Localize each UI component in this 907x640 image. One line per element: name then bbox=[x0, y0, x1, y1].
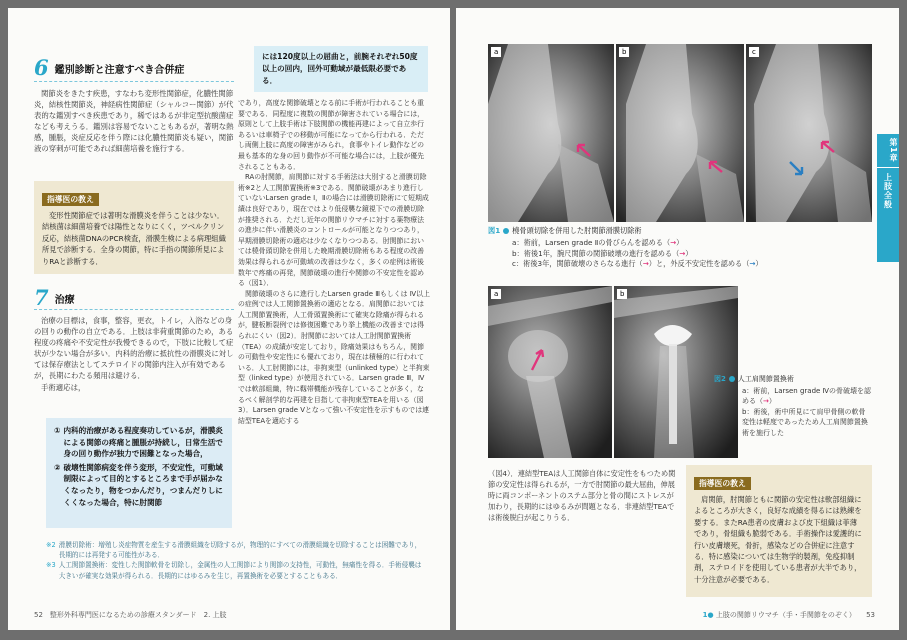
middle-column bbox=[238, 98, 430, 426]
figure-1c-xray bbox=[746, 44, 872, 222]
left-page bbox=[8, 8, 450, 630]
left-footer: 52 整形外科専門医になるための診療スタンダード 2. 上肢 bbox=[34, 611, 227, 619]
section-6-title: 鑑別診断と注意すべき合併症 bbox=[54, 65, 185, 76]
tip-box-1-title: 指導医の教え bbox=[42, 193, 99, 206]
indication-text: 内科的治療がある程度奏功しているが，滑膜炎による関節の疼痛と腫脹が持続し，日常生活で身の回り動作が独力で困難となった場合， bbox=[63, 426, 223, 459]
section-7-rule bbox=[34, 309, 234, 310]
elbow-xray-image bbox=[488, 44, 614, 222]
figure-2-number: 図2 bbox=[714, 375, 726, 383]
blue-arrow-icon: → bbox=[749, 259, 756, 269]
figure-2-title: 人工肩関節置換術 bbox=[737, 375, 794, 383]
mid-highlight-box: には120度以上の屈曲と，前腕それぞれ50度以上の回内，回外可動域が最低限必要である． bbox=[254, 46, 428, 92]
figure-2-line-b: b：術後，術中所見にて肩甲骨側の軟骨変性は軽度であったため人工肩関節置換術を施行した bbox=[742, 407, 868, 437]
footnote-text: 人工関節置換術：変性した関節軟骨を切除し，金属性の人工関節により関節の支持性，可動性，無痛性を得る．手術侵襲は大きいが確実な効果が得られる．長期的にはゆるみを生じ，再置換術を必要とすることもある． bbox=[58, 561, 422, 580]
right-body bbox=[488, 468, 676, 523]
tip-box-1-body: 変形性関節症では著明な滑膜炎を伴うことは少ない．結核菌は細菌培養では陽性となりにくく，ツベルクリン反応，結核菌DNAのPCR検査，滑膜生検による病理組織所見で診断する．全身の関節，特に手指の関節所見によりRAと診断する． bbox=[42, 211, 226, 266]
footer-chapter-mark: 1● bbox=[702, 611, 714, 619]
bullet-dot-icon bbox=[729, 376, 735, 382]
figure-1-line-c: c：術後3年，関節破壊のさらなる進行（→）と，外反不安定性を認める（→） bbox=[512, 259, 763, 269]
right-page bbox=[456, 8, 899, 630]
pink-arrow-icon: → bbox=[763, 397, 769, 406]
figure-2-caption bbox=[714, 374, 872, 439]
pink-arrow-icon: → bbox=[679, 248, 686, 258]
footnote-2 bbox=[46, 540, 426, 560]
pink-arrow-icon: → bbox=[642, 259, 649, 269]
elbow-xray-image bbox=[616, 44, 744, 222]
indication-text: 破壊性関節病変を伴う変形，不安定性，可動域制限によって目的とするところまで手が届かなくなったり，物をつかんだり，つまんだりしにくくなった場合，特に肘関節 bbox=[63, 462, 223, 507]
footer-title: 上肢の関節リウマチ（手・手関節をのぞく） bbox=[715, 611, 856, 619]
figure-2-line-a: a：術前，Larsen grade Ⅳの骨破壊を認める（→） bbox=[742, 386, 872, 406]
tip-box-2 bbox=[686, 465, 872, 597]
section-7-title: 治療 bbox=[54, 295, 75, 306]
indication-item-2 bbox=[54, 462, 224, 508]
section-7-heading bbox=[34, 285, 75, 310]
tip-box-2-title: 指導医の教え bbox=[694, 477, 751, 490]
indication-item-1 bbox=[54, 425, 224, 460]
footnote-text: 滑膜切除術：増殖し炎症物質を産生する滑膜組織を切除するが，物理的にすべての滑膜組織を切除することは困難であり，長期的には再発する可能性がある． bbox=[58, 541, 422, 560]
indication-marker: ① bbox=[54, 426, 61, 435]
bullet-dot-icon bbox=[503, 228, 509, 234]
tip-box-1 bbox=[34, 181, 234, 274]
right-footer bbox=[703, 610, 875, 620]
chapter-tab-chapter: 第1章 bbox=[877, 138, 899, 168]
middle-paragraph-2: RAの肘関節，肩関節に対する手術法は大別すると滑膜切除術※2と人工関節置換術※3である．関節破壊があまり進行していないLarsen grade Ⅰ，Ⅱの場合には滑膜切除術にて短期成績は良好であり，現在ではより低侵襲な鏡視下での滑膜切除が推奨される．ただし近年の関節リウマチに対する薬物療法の進歩に伴い滑膜炎のコントロールが可能となりつつあり，早期滑膜切除術の適応は少なくなりつつある．肘関節においては橈骨頭切除を併用した晩期滑膜切除術もある程度の改善効果は得られるが可動域の改善は少なく，多くの症例は術後数年で疼痛の再発，関節破壊の進行や関節の不安定性を認める（図1）． bbox=[238, 173, 429, 288]
section-7-paragraph-2: 手術適応は， bbox=[41, 382, 86, 392]
figure-1b-xray bbox=[616, 44, 744, 222]
section-6-paragraph: 関節炎をきたす疾患，すなわち変形性関節症，化膿性関節炎，結核性関節炎，神経病性関節症（シャルコー関節）が代表的な鑑別すべき疾患であり，稀ではあるが非定型抗酸菌症なども考えうる．鑑別は容易でないこともあるが，著明な熱感，腫脹，炎症反応を伴う際には化膿性関節炎も疑い，関節液の穿刺が可能であれば細菌培養を施行する． bbox=[34, 89, 234, 154]
pink-arrow-icon: → bbox=[670, 237, 677, 247]
chapter-tab-section: 上肢全般 bbox=[883, 172, 893, 209]
middle-paragraph-3: 関節破壊のさらに進行したLarsen grade Ⅲもしくは Ⅳ以上の症例では人工関節置換術の適応となる．肩関節においては人工関節置換術，人工骨頭置換術にて確実な除痛が得られるが，腱板断裂例では修復困難であり挙上機能の改善までは得られにくい（図2）．肘関節においては人工肘関節置換術（TEA）の成績が安定しており，除痛効果はもちろん，関節の可動性や安定性にも優れており，現在は積極的に行われている．人工肘関節には，非拘束型（unlinked type）と半拘束型（linked type）が使用されている．Larsen grade Ⅲ，Ⅳでは軟部組織，特に靱帯機能が残存していることが多く，なるべく解剖学的な再建を目指して非拘束型TEAを用いる（図3）．Larsen grade Ⅴとなって強い不安定性を示すものでは連結型TEAを適応する bbox=[238, 289, 430, 425]
figure-1-title: 橈骨頭切除を併用した肘関節滑膜切除術 bbox=[512, 226, 642, 235]
footnote-3 bbox=[46, 560, 426, 580]
figure-1-caption bbox=[488, 226, 868, 270]
section-7-body bbox=[34, 315, 234, 393]
figure-1a-label: a bbox=[491, 47, 501, 57]
figure-1-number: 図1 bbox=[488, 226, 501, 235]
surgical-indications-box bbox=[46, 418, 232, 528]
figure-1c-label: c bbox=[749, 47, 759, 57]
section-6-heading bbox=[34, 55, 185, 80]
footnote-marker: ※2 bbox=[46, 541, 56, 549]
shoulder-xray-image bbox=[488, 286, 612, 458]
footnote-marker: ※3 bbox=[46, 561, 56, 570]
section-6-rule bbox=[34, 81, 234, 82]
figure-1a-xray bbox=[488, 44, 614, 222]
section-6-body bbox=[34, 88, 234, 155]
tip-box-2-body: 肩関節，肘関節ともに関節の安定性は軟部組織によるところが大きく，良好な成績を得るには熟練を要する．またRA患者の皮膚および皮下組織は菲薄であり，骨組織も脆弱である．手術操作は愛護的に行い皮膚壊死，骨折，感染などの合併症に注意する．特に感染については生物学的製剤，免疫抑制剤，ステロイドを使用している患者が大半であり，十分注意が必要である． bbox=[694, 495, 862, 584]
right-paragraph: （図4）．連結型TEAは人工関節自体に安定性をもつため関節の安定性は得られるが，一方で肘関節の最大屈曲，伸展時に両コンポーネントのステム部分と骨の間にストレスが加わり，長期的にはゆるみが問題となる．非連結型TEAでは術後脱臼が起こりうる． bbox=[488, 469, 676, 522]
figure-2b-label: b bbox=[617, 289, 627, 299]
figure-2a-xray bbox=[488, 286, 612, 458]
section-7-number: 7 bbox=[34, 285, 49, 310]
indication-marker: ② bbox=[54, 462, 61, 472]
section-7-paragraph-1: 治療の目標は，食事，整容，更衣，トイレ，入浴などの身の回りの動作の自立である．上肢は非荷重関節のため，ある程度の疼痛や不安定性が我慢できるので，下肢に比較して症状が少ない場合が多い．内科的治療に抵抗性の滑膜炎に対しては保存療法としてステロイドの関節内注入が有効であるが，長期にわたる頻用は避ける． bbox=[34, 316, 234, 381]
page-number: 53 bbox=[866, 611, 875, 619]
section-6-number: 6 bbox=[34, 55, 49, 80]
figure-2a-label: a bbox=[491, 289, 501, 299]
figure-1b-label: b bbox=[619, 47, 629, 57]
middle-paragraph-1: であり，高度な関節破壊となる前に手術が行われることも重要である．同程度に複数の関節が障害されている場合には，原則として上肢手術は下肢関節の機能再建によって自立歩行あるいは車椅子での移動が可能になってから行われる．ただし両側上肢に高度の障害がみられ，食事やトイレ動作などの最も基本的な身の回り動作が不可能な場合には，上肢が優先されることもある． bbox=[238, 99, 425, 171]
chapter-tab bbox=[877, 134, 899, 262]
figure-1-line-b: b：術後1年，腕尺関節の関節破壊の進行を認める（→） bbox=[512, 248, 693, 258]
elbow-xray-image bbox=[746, 44, 872, 222]
figure-1-line-a: a：術前，Larsen grade Ⅱの骨びらんを認める（→） bbox=[512, 237, 684, 247]
footnotes bbox=[46, 540, 426, 581]
